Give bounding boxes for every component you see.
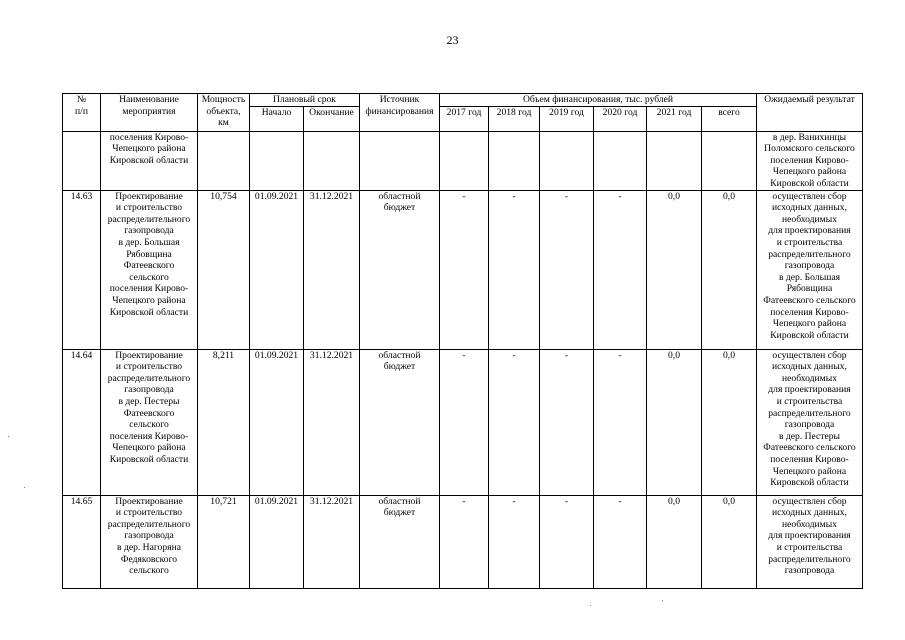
header-power: Мощность объекта, км — [198, 94, 250, 132]
header-2017: 2017 год — [440, 106, 489, 131]
row-2019 — [540, 131, 594, 190]
row-2018: - — [489, 495, 540, 588]
row-2020 — [594, 131, 647, 190]
row-end: 31.12.2021 — [304, 190, 360, 349]
row-start — [250, 131, 304, 190]
row-2017: - — [440, 495, 489, 588]
row-2021 — [647, 131, 702, 190]
row-name: Проектирование и строительство распределительного газопровода в дер. Нагоряна Федяковского сельского — [101, 495, 198, 588]
row-total: 0,0 — [702, 495, 757, 588]
row-result: осуществлен сбор исходных данных, необходимых для проектирования и строительства распределительного газопровода в дер. Пестеры Фатеевского сельского поселения Кирово- Чепецкого района Кировской области — [757, 349, 863, 495]
row-2019: - — [540, 495, 594, 588]
header-2021: 2021 год — [647, 106, 702, 131]
row-2018: - — [489, 349, 540, 495]
row-no: 14.63 — [63, 190, 101, 349]
row-2017: - — [440, 190, 489, 349]
row-result: осуществлен сбор исходных данных, необходимых для проектирования и строительства распределительного газопровода в дер. Большая Рябовщина Фатеевского сельского поселения Кирово- Чепецкого района Кировской области — [757, 190, 863, 349]
header-result: Ожидаемый результат — [757, 94, 863, 132]
row-2019: - — [540, 349, 594, 495]
row-power — [198, 131, 250, 190]
scan-speck — [24, 487, 25, 488]
row-total: 0,0 — [702, 349, 757, 495]
row-name: Проектирование и строительство распределительного газопровода в дер. Большая Рябовщина Фатеевского сельского поселения Кирово- Чепецкого района Кировской области — [101, 190, 198, 349]
page-number: 23 — [446, 33, 459, 47]
scan-speck — [590, 605, 591, 606]
table-row — [63, 131, 863, 190]
row-2017 — [440, 131, 489, 190]
header-start: Начало — [250, 106, 304, 131]
row-total — [702, 131, 757, 190]
table-row — [63, 495, 863, 588]
header-2020: 2020 год — [594, 106, 647, 131]
row-no — [63, 131, 101, 190]
row-power: 10,754 — [198, 190, 250, 349]
row-no: 14.64 — [63, 349, 101, 495]
header-end: Окончание — [304, 106, 360, 131]
table-row — [63, 349, 863, 495]
header-2018: 2018 год — [489, 106, 540, 131]
financing-table — [62, 93, 863, 589]
row-2020: - — [594, 190, 647, 349]
row-total: 0,0 — [702, 190, 757, 349]
row-2021: 0,0 — [647, 190, 702, 349]
header-2019: 2019 год — [540, 106, 594, 131]
row-2021: 0,0 — [647, 495, 702, 588]
row-2017: - — [440, 349, 489, 495]
row-result: осуществлен сбор исходных данных, необходимых для проектирования и строительства распределительного газопровода — [757, 495, 863, 588]
header-total: всего — [702, 106, 757, 131]
row-name: поселения Кирово- Чепецкого района Кировской области — [101, 131, 198, 190]
row-source: областной бюджет — [360, 190, 440, 349]
table-row — [63, 190, 863, 349]
header-term: Плановый срок — [250, 94, 360, 107]
row-2018 — [489, 131, 540, 190]
header-name: Наименование мероприятия — [101, 94, 198, 132]
row-2018: - — [489, 190, 540, 349]
row-2019: - — [540, 190, 594, 349]
header-volume: Объем финансирования, тыс. рублей — [440, 94, 757, 107]
row-power: 8,211 — [198, 349, 250, 495]
scan-speck — [8, 436, 9, 437]
header-no: № п/п — [63, 94, 101, 132]
row-source — [360, 131, 440, 190]
row-end — [304, 131, 360, 190]
row-end: 31.12.2021 — [304, 495, 360, 588]
row-2020: - — [594, 495, 647, 588]
row-source: областной бюджет — [360, 495, 440, 588]
row-2021: 0,0 — [647, 349, 702, 495]
row-start: 01.09.2021 — [250, 495, 304, 588]
row-start: 01.09.2021 — [250, 190, 304, 349]
row-no: 14.65 — [63, 495, 101, 588]
scan-speck — [662, 600, 663, 601]
row-2020: - — [594, 349, 647, 495]
header-source: Источник финансирования — [360, 94, 440, 132]
row-result: в дер. Ванихинцы Поломского сельского поселения Кирово- Чепецкого района Кировской области — [757, 131, 863, 190]
row-power: 10,721 — [198, 495, 250, 588]
row-start: 01.09.2021 — [250, 349, 304, 495]
row-end: 31.12.2021 — [304, 349, 360, 495]
row-name: Проектирование и строительство распределительного газопровода в дер. Пестеры Фатеевского сельского поселения Кирово- Чепецкого района Кировской области — [101, 349, 198, 495]
row-source: областной бюджет — [360, 349, 440, 495]
